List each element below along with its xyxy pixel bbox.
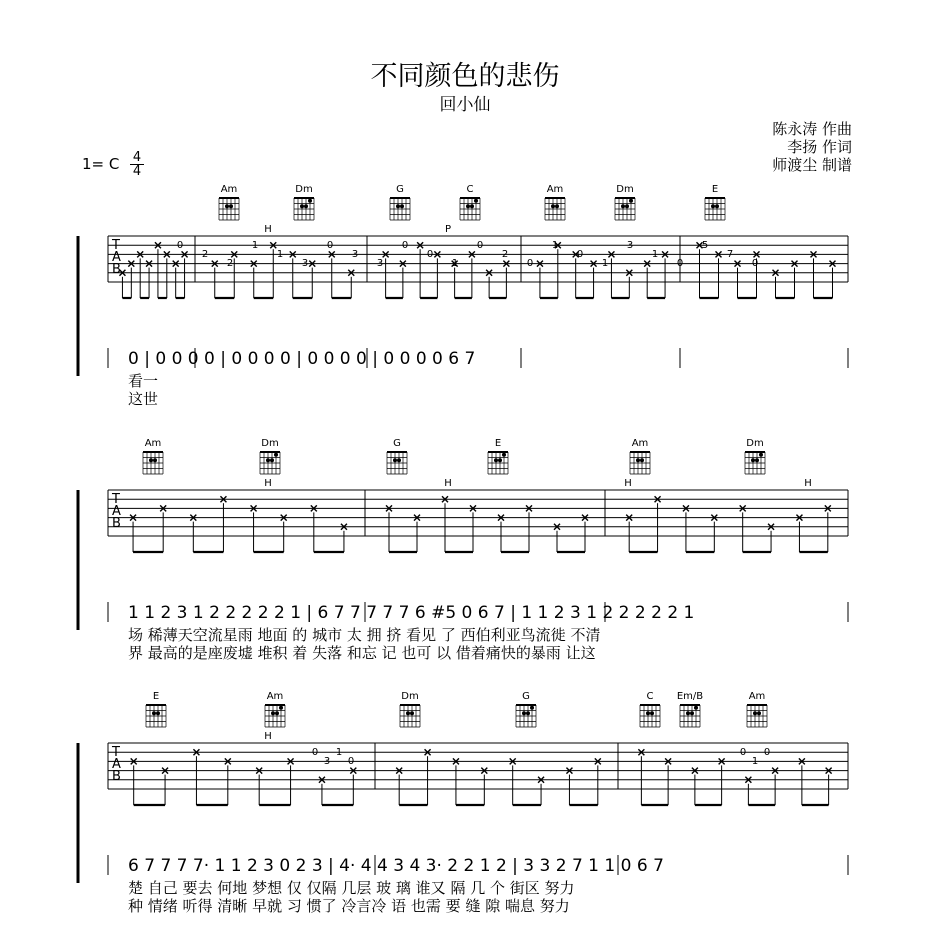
lyrics-verse2: 种 情绪 听得 清晰 早就 习 惯了 冷言冷 语 也需 要 缝 隙 喘息 努力: [128, 897, 570, 915]
chord-dot: [275, 711, 279, 715]
tab-fret-number: 0: [476, 240, 484, 251]
chord-dot: [400, 204, 404, 208]
tab-fret-number: 1: [751, 756, 759, 767]
chord-diagram: [390, 198, 410, 220]
chord-diagram: [260, 452, 280, 474]
chord-diagram: [294, 198, 314, 220]
tab-clef-letter: T: [112, 238, 120, 253]
chord-dot: [502, 453, 506, 457]
chord-dot: [757, 711, 761, 715]
technique-mark: H: [264, 731, 272, 742]
chord-name: Am: [748, 691, 766, 702]
chord-name: Am: [220, 184, 238, 195]
chord-dot: [300, 204, 304, 208]
jianpu-line: 1 1 2 3 1 2 2 2 2 2 1 | 6 7 7 7 7 7 6 #5 0 6 7 | 1 1 2 3 1 2 2 2 2 2 1: [128, 603, 695, 623]
chord-dot: [271, 711, 275, 715]
tab-fret-number: 3: [376, 258, 384, 269]
tab-fret-number: 1: [251, 240, 259, 251]
chord-diagram: [630, 452, 650, 474]
chord-dot: [498, 458, 502, 462]
chord-dot: [153, 458, 157, 462]
chord-dot: [640, 458, 644, 462]
tab-clef-letter: B: [112, 769, 121, 784]
chord-dot: [393, 458, 397, 462]
tab-fret-number: 1: [335, 747, 343, 758]
chord-diagram: [747, 705, 767, 727]
technique-mark: H: [624, 478, 632, 489]
chord-dot: [474, 199, 478, 203]
jianpu-line: 6 7 7 7 7· 1 1 2 3 0 2 3 | 4· 4 4 3 4 3· 2 2 1 2 | 3 3 2 7 1 1 0 6 7: [128, 856, 664, 876]
chord-dot: [650, 711, 654, 715]
time-signature-bottom: 4: [132, 164, 142, 179]
tab-fret-number: 0: [326, 240, 334, 251]
chord-diagram: [705, 198, 725, 220]
chord-dot: [396, 204, 400, 208]
chord-name: Dm: [746, 438, 764, 449]
lyrics-verse1: 看一: [128, 372, 159, 390]
chord-name: Dm: [261, 438, 279, 449]
chord-dot: [686, 711, 690, 715]
tab-fret-number: 2: [201, 249, 209, 260]
chord-name: Dm: [401, 691, 419, 702]
chord-diagram: [640, 705, 660, 727]
chord-dot: [551, 204, 555, 208]
tab-fret-number: 0: [426, 249, 434, 260]
chord-dot: [555, 204, 559, 208]
tab-fret-number: 0: [739, 747, 747, 758]
tab-fret-number: 0: [176, 240, 184, 251]
tab-clef-letter: T: [112, 745, 120, 760]
tab-clef-letter: A: [112, 504, 121, 519]
chord-dot: [755, 458, 759, 462]
chord-dot: [646, 711, 650, 715]
chord-diagram: [488, 452, 508, 474]
chord-dot: [522, 711, 526, 715]
chord-dot: [397, 458, 401, 462]
chord-name: Am: [144, 438, 162, 449]
tab-clef-letter: B: [112, 262, 121, 277]
chord-diagram: [516, 705, 536, 727]
chord-diagram: [680, 705, 700, 727]
tab-fret-number: 0: [526, 258, 534, 269]
chord-name: E: [711, 184, 719, 195]
chord-dot: [304, 204, 308, 208]
tab-fret-number: 3: [351, 249, 359, 260]
tab-clef-letter: B: [112, 516, 121, 531]
chord-dot: [694, 706, 698, 710]
tab-fret-number: 2: [501, 249, 509, 260]
tab-fret-number: 0: [401, 240, 409, 251]
chord-diagram: [460, 198, 480, 220]
chord-dot: [621, 204, 625, 208]
chord-diagram: [146, 705, 166, 727]
tab-fret-number: 0: [676, 258, 684, 269]
chord-diagram: [387, 452, 407, 474]
artist-name: 回小仙: [439, 95, 491, 115]
chord-name: G: [396, 184, 404, 195]
chord-diagram: [400, 705, 420, 727]
chord-name: E: [494, 438, 502, 449]
chord-name: G: [522, 691, 530, 702]
chord-dot: [410, 711, 414, 715]
chord-name: G: [393, 438, 401, 449]
chord-diagram: [143, 452, 163, 474]
technique-mark: H: [264, 478, 272, 489]
chord-dot: [279, 706, 283, 710]
chord-name: Am: [631, 438, 649, 449]
chord-diagram: [265, 705, 285, 727]
tab-fret-number: 1: [601, 258, 609, 269]
tab-fret-number: 5: [701, 240, 709, 251]
tab-clef-letter: A: [112, 250, 121, 265]
chord-dot: [625, 204, 629, 208]
chord-dot: [715, 204, 719, 208]
key-signature: 1= C: [82, 155, 120, 173]
chord-name: Am: [266, 691, 284, 702]
technique-mark: H: [264, 224, 272, 235]
chord-name: Dm: [295, 184, 313, 195]
chord-dot: [759, 453, 763, 457]
tab-fret-number: 0: [311, 747, 319, 758]
chord-name: Em/B: [676, 691, 704, 702]
time-signature-top: 4: [130, 152, 144, 165]
chord-dot: [229, 204, 233, 208]
tab-fret-number: 1: [276, 249, 284, 260]
tab-fret-number: 1: [551, 240, 559, 251]
chord-dot: [152, 711, 156, 715]
tab-fret-number: 7: [726, 249, 734, 260]
tab-fret-number: 0: [576, 249, 584, 260]
chord-dot: [149, 458, 153, 462]
lyrics-verse1: 场 稀薄天空流星雨 地面 的 城市 太 拥 挤 看见 了 西伯利亚鸟流徙 不清: [128, 626, 601, 644]
chord-dot: [225, 204, 229, 208]
chord-diagram: [219, 198, 239, 220]
chord-diagram: [745, 452, 765, 474]
chord-dot: [530, 706, 534, 710]
chord-dot: [406, 711, 410, 715]
chord-diagram: [615, 198, 635, 220]
credit-composer: 陈永涛 作曲: [772, 120, 852, 138]
chord-dot: [494, 458, 498, 462]
chord-dot: [636, 458, 640, 462]
chord-name: C: [466, 184, 474, 195]
lyrics-verse2: 界 最高的是座废墟 堆积 着 失落 和忘 记 也可 以 借着痛快的暴雨 让这: [128, 644, 596, 662]
technique-mark: P: [444, 224, 452, 235]
chord-dot: [690, 711, 694, 715]
chord-dot: [270, 458, 274, 462]
chord-dot: [526, 711, 530, 715]
tab-clef-letter: A: [112, 757, 121, 772]
tab-fret-number: 0: [751, 258, 759, 269]
chord-dot: [753, 711, 757, 715]
jianpu-line: 0 | 0 0 0 0 | 0 0 0 0 | 0 0 0 0 | 0 0 0 0 6 7: [128, 349, 476, 369]
tab-clef-letter: T: [112, 492, 120, 507]
tab-fret-number: 3: [626, 240, 634, 251]
chord-name: E: [152, 691, 160, 702]
tab-fret-number: 3: [323, 756, 331, 767]
chord-dot: [156, 711, 160, 715]
chord-dot: [266, 458, 270, 462]
chord-dot: [470, 204, 474, 208]
chord-dot: [308, 199, 312, 203]
chord-name: Dm: [616, 184, 634, 195]
tab-fret-number: 0: [763, 747, 771, 758]
tab-fret-number: 2: [226, 258, 234, 269]
credit-lyricist: 李扬 作词: [787, 138, 852, 156]
tab-fret-number: 1: [451, 258, 459, 269]
chord-dot: [274, 453, 278, 457]
chord-dot: [751, 458, 755, 462]
tab-fret-number: 0: [347, 756, 355, 767]
credit-arranger: 师渡尘 制谱: [772, 156, 852, 174]
chord-name: C: [646, 691, 654, 702]
lyrics-verse1: 楚 自己 要去 何地 梦想 仅 仅隔 几层 玻 璃 谁又 隔 几 个 街区 努力: [128, 879, 575, 897]
tab-fret-number: 1: [651, 249, 659, 260]
chord-dot: [629, 199, 633, 203]
lyrics-verse2: 这世: [128, 390, 159, 408]
chord-diagram: [545, 198, 565, 220]
technique-mark: H: [804, 478, 812, 489]
technique-mark: H: [444, 478, 452, 489]
chord-dot: [711, 204, 715, 208]
song-title: 不同颜色的悲伤: [370, 61, 560, 92]
tab-fret-number: 3: [301, 258, 309, 269]
chord-dot: [466, 204, 470, 208]
chord-name: Am: [546, 184, 564, 195]
